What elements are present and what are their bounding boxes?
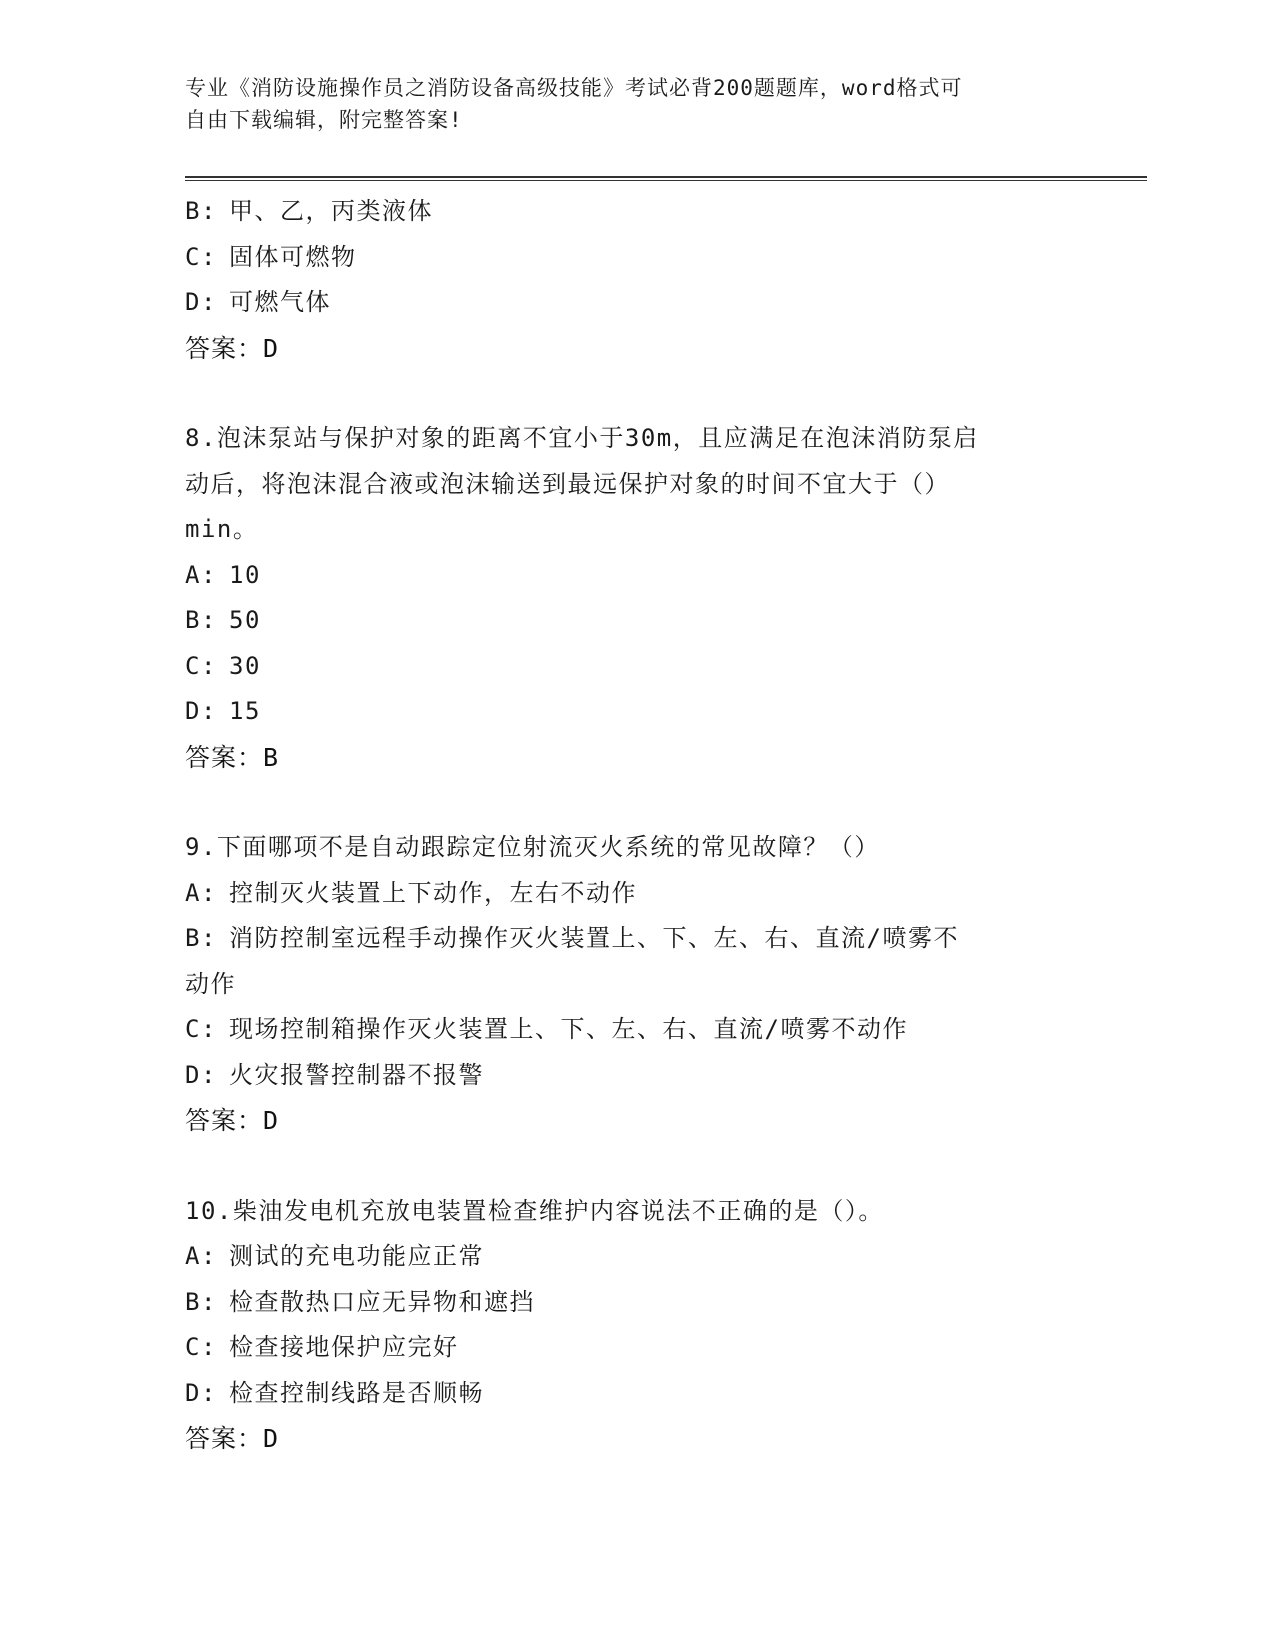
header-line-1: 专业《消防设施操作员之消防设备高级技能》考试必背200题题库，word格式可 — [185, 76, 963, 100]
answer-line: 答案：B — [185, 742, 280, 772]
question-8 — [185, 416, 1085, 780]
option-c: C: 现场控制箱操作灭火装置上、下、左、右、直流/喷雾不动作 — [185, 1015, 908, 1043]
option-b: B: 50 — [185, 606, 261, 634]
option-b-continued: 动作 — [185, 969, 236, 998]
option-d: D: 可燃气体 — [185, 288, 331, 316]
answer-line: 答案：D — [185, 333, 280, 363]
question-stem-line: 动后，将泡沫混合液或泡沫输送到最远保护对象的时间不宜大于（） — [185, 469, 950, 498]
question-10 — [185, 1189, 1085, 1462]
option-b: B: 消防控制室远程手动操作灭火装置上、下、左、右、直流/喷雾不 — [185, 924, 959, 952]
question-stem-line: min。 — [185, 515, 259, 543]
option-a: A: 测试的充电功能应正常 — [185, 1242, 484, 1270]
question-stem-line: 10.柴油发电机充放电装置检查维护内容说法不正确的是（）。 — [185, 1196, 884, 1225]
header-line-2: 自由下载编辑，附完整答案! — [185, 108, 463, 132]
option-c: C: 固体可燃物 — [185, 242, 357, 271]
option-b: B: 检查散热口应无异物和遮挡 — [185, 1287, 535, 1316]
header-divider — [185, 176, 1147, 181]
option-a: A: 10 — [185, 560, 261, 589]
answer-line: 答案：D — [185, 1424, 280, 1453]
question-stem-line: 9.下面哪项不是自动跟踪定位射流灭火系统的常见故障？（） — [185, 833, 880, 861]
page-header — [185, 72, 1065, 136]
option-d: D: 检查控制线路是否顺畅 — [185, 1378, 484, 1407]
spacer — [185, 371, 1085, 416]
spacer — [185, 1144, 1085, 1189]
answer-line: 答案：D — [185, 1106, 280, 1135]
option-d: D: 火灾报警控制器不报警 — [185, 1060, 484, 1089]
question-stem-line: 8.泡沫泵站与保护对象的距离不宜小于30m，且应满足在泡沫消防泵启 — [185, 424, 979, 452]
option-c: C: 检查接地保护应完好 — [185, 1333, 459, 1361]
option-a: A: 控制灭火装置上下动作，左右不动作 — [185, 878, 637, 907]
option-d: D: 15 — [185, 697, 261, 725]
prev-question-block — [185, 189, 1085, 371]
document-body — [185, 189, 1085, 1462]
option-b: B: 甲、乙，丙类液体 — [185, 197, 433, 225]
option-c: C: 30 — [185, 651, 261, 680]
question-9 — [185, 825, 1085, 1144]
spacer — [185, 780, 1085, 825]
